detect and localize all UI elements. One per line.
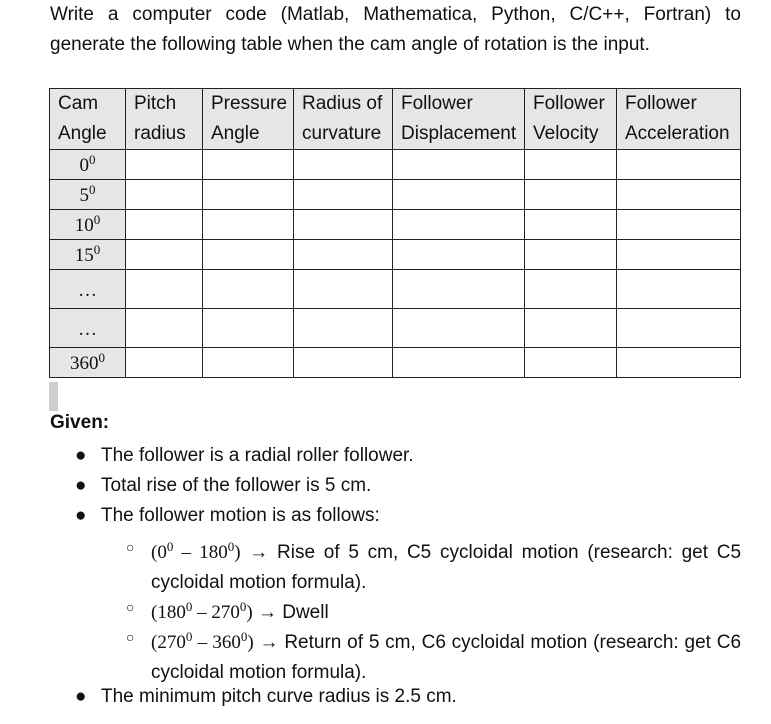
- given-heading: Given:: [50, 412, 110, 433]
- table-cell: [203, 309, 294, 348]
- table-cell: [126, 180, 203, 210]
- results-table: [49, 88, 741, 378]
- table-cell: [126, 210, 203, 240]
- angle-cell: $10^0$: [50, 210, 126, 240]
- table-cell: [617, 348, 741, 378]
- circle-bullet-icon: ○: [126, 599, 135, 615]
- table-cell: [393, 150, 525, 180]
- table-cell: [203, 150, 294, 180]
- table-cell: [294, 150, 393, 180]
- intro-text: Write a computer code (Matlab, Mathematica, Python, C/C++, Fortran) to generate the following table when the cam angle of rotation is the input.: [50, 4, 741, 55]
- table-row: [50, 240, 741, 270]
- header-row: [50, 89, 741, 150]
- table-cell: [617, 240, 741, 270]
- header-pressure-angle: Pressure Angle: [203, 89, 294, 150]
- table-cell: [525, 180, 617, 210]
- table-cell: [294, 309, 393, 348]
- table-cell: [294, 348, 393, 378]
- table-row: [50, 309, 741, 348]
- table-cell: [294, 270, 393, 309]
- table-cell: [393, 210, 525, 240]
- angle-cell: …: [50, 309, 126, 348]
- table-cell: [393, 180, 525, 210]
- angle-cell: $360^0$: [50, 348, 126, 378]
- instructions: [50, 0, 741, 60]
- table-cell: [617, 210, 741, 240]
- range-formula: $(270^0 - 360^0)$: [151, 629, 254, 653]
- table-cell: [393, 240, 525, 270]
- bullet-icon: ●: [75, 686, 87, 707]
- header-follower-acceleration: Follower Acceleration: [617, 89, 741, 150]
- table-cell: [294, 210, 393, 240]
- bullet-icon: ●: [75, 475, 87, 496]
- range-formula: $(180^0 - 270^0)$: [151, 599, 253, 623]
- table-cell: [203, 348, 294, 378]
- table-cell: [617, 270, 741, 309]
- table-cell: [617, 150, 741, 180]
- table-cell: [393, 348, 525, 378]
- table-cell: [525, 150, 617, 180]
- table-cell: [525, 348, 617, 378]
- angle-cell: $5^0$: [50, 180, 126, 210]
- table-cell: [126, 270, 203, 309]
- circle-bullet-icon: ○: [126, 539, 135, 555]
- range-formula: $(0^0 - 180^0)$: [151, 539, 241, 563]
- table-cell: [203, 240, 294, 270]
- table-cell: [617, 309, 741, 348]
- table-row: [50, 348, 741, 378]
- table-cell: [294, 180, 393, 210]
- header-follower-velocity: Follower Velocity: [525, 89, 617, 150]
- table-cell: [525, 270, 617, 309]
- angle-cell: $0^0$: [50, 150, 126, 180]
- circle-bullet-icon: ○: [126, 629, 135, 645]
- header-pitch-radius: Pitch radius: [126, 89, 203, 150]
- table-cell: [393, 309, 525, 348]
- angle-cell: …: [50, 270, 126, 309]
- bullet-icon: ●: [75, 505, 87, 526]
- table-cell: [126, 309, 203, 348]
- table-row: [50, 270, 741, 309]
- table-cell: [203, 210, 294, 240]
- table-cell: [525, 309, 617, 348]
- header-radius-of-curvature: Radius of curvature: [294, 89, 393, 150]
- table-cell: [203, 180, 294, 210]
- cam-table: [49, 88, 740, 378]
- table-cell: [126, 150, 203, 180]
- bullet-icon: ●: [75, 445, 87, 466]
- table-cell: [126, 348, 203, 378]
- header-cam-angle: Cam Angle: [50, 89, 126, 150]
- table-cell: [294, 240, 393, 270]
- table-row: [50, 150, 741, 180]
- table-cell: [393, 270, 525, 309]
- table-row: [50, 180, 741, 210]
- header-follower-displacement: Follower Displacement: [393, 89, 525, 150]
- table-cell: [126, 240, 203, 270]
- table-cell: [203, 270, 294, 309]
- table-cell: [525, 210, 617, 240]
- table-cell: [525, 240, 617, 270]
- table-row: [50, 210, 741, 240]
- angle-cell: $15^0$: [50, 240, 126, 270]
- table-cell: [617, 180, 741, 210]
- paragraph-marker: [49, 382, 58, 411]
